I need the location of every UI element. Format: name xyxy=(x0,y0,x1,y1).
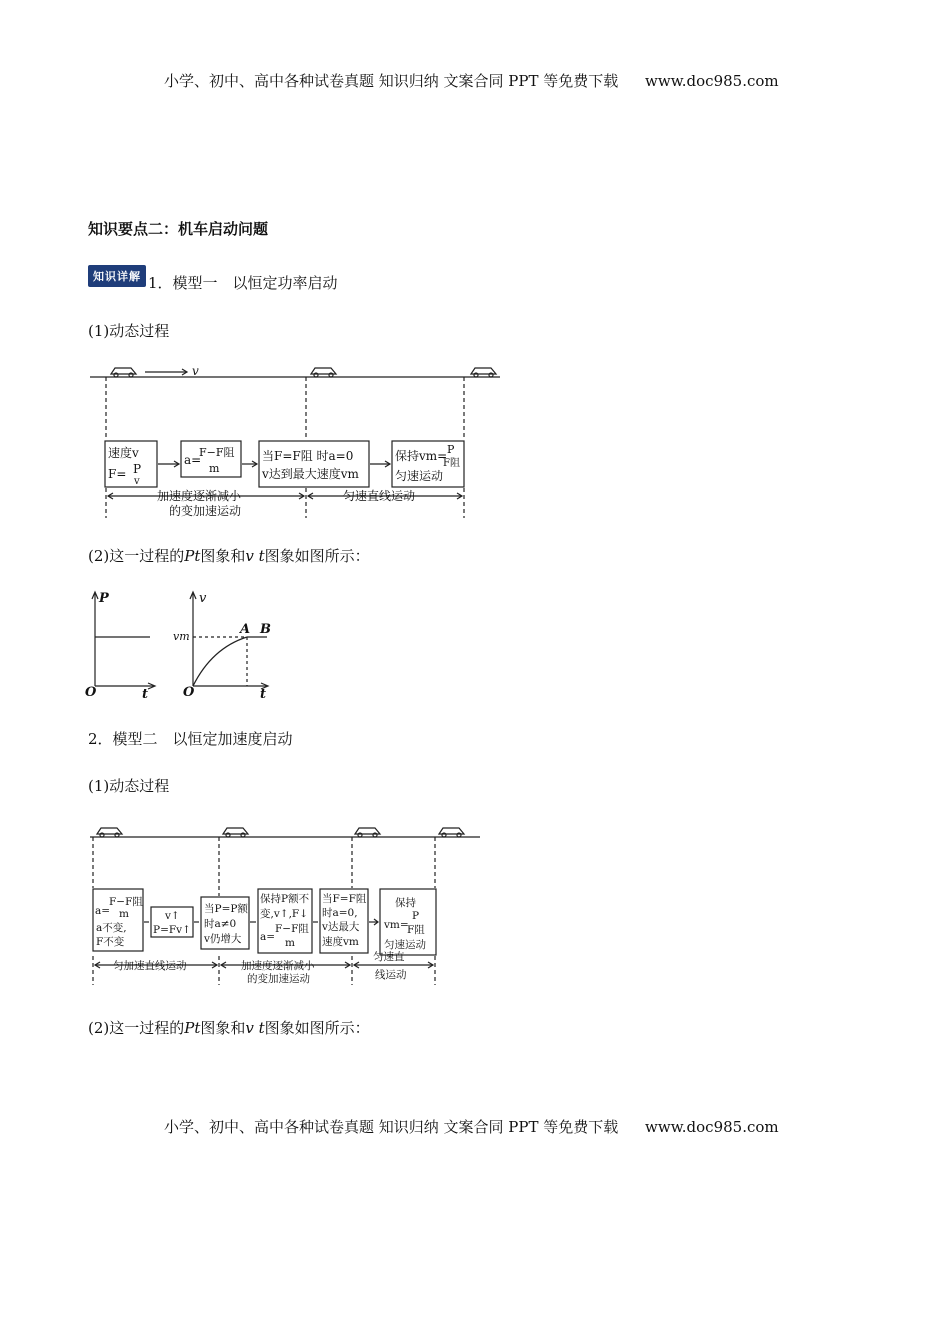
m2-b6-line1: 保持 xyxy=(395,897,416,909)
m2-b5-line3: v达最大 xyxy=(322,921,360,933)
m1-box4-num: P xyxy=(447,443,455,456)
header-url[interactable]: www.doc985.com xyxy=(645,72,779,90)
footer-url[interactable]: www.doc985.com xyxy=(645,1118,779,1136)
m1-box4-den: F阻 xyxy=(443,458,460,469)
m1-box2-den: m xyxy=(209,462,220,475)
car-icon xyxy=(223,828,248,837)
vm-label: vm xyxy=(173,630,190,643)
knowledge-badge: 知识详解 xyxy=(88,265,146,287)
model2-heading: 2．模型二 以恒定加速度启动 xyxy=(88,730,293,748)
model1-graphs-caption xyxy=(88,545,370,566)
m2-span2-line2: 的变加速运动 xyxy=(247,973,310,985)
caption-part: (2)这一过程的 xyxy=(88,1019,185,1037)
m2-b2-line2: P=Fv↑ xyxy=(153,924,191,936)
m2-b5-line1: 当F=F阻 xyxy=(322,893,367,905)
m1-box1-den: v xyxy=(134,476,140,487)
car-icon xyxy=(311,368,336,377)
m2-span3-line1: 匀速直 xyxy=(373,951,405,963)
m2-b1-den: m xyxy=(119,908,129,920)
t-axis-label: t xyxy=(260,687,267,700)
page-footer xyxy=(164,1116,779,1137)
caption-part: 图象如图所示： xyxy=(264,547,370,565)
m2-span2-line1: 加速度逐渐减小 xyxy=(241,960,315,972)
velocity-time-graph xyxy=(172,588,282,700)
m2-b1-line3: F不变 xyxy=(96,936,125,948)
car-icon xyxy=(355,828,380,837)
m1-box4-line1: 保持vm= xyxy=(395,449,448,463)
m2-b5-line2: 时a=0, xyxy=(322,907,358,919)
m1-box2-num: F−F阻 xyxy=(199,446,235,459)
m2-b5-line4: 速度vm xyxy=(322,936,359,948)
caption-part: v t xyxy=(245,1019,265,1037)
m1-box4-line2: 匀速运动 xyxy=(395,469,444,483)
m1-span1-line1: 加速度逐渐减小 xyxy=(157,489,242,503)
m2-b1-a: a= xyxy=(95,905,111,917)
m2-b4-a: a= xyxy=(260,931,276,943)
m1-box1-num: P xyxy=(133,462,142,476)
m2-span1: 匀加速直线运动 xyxy=(113,960,187,972)
v-axis-label: v xyxy=(199,591,207,606)
caption-part: 图象和 xyxy=(200,547,246,565)
m1-box1-line1: 速度v xyxy=(108,446,139,460)
caption-part: v t xyxy=(245,547,265,565)
m2-b1-num: F−F阻 xyxy=(109,896,143,908)
model2-dynamic-label: (1)动态过程 xyxy=(88,777,170,795)
caption-part: 图象和 xyxy=(200,1019,246,1037)
origin-label: O xyxy=(183,685,195,700)
m1-span1-line2: 的变加速运动 xyxy=(169,504,242,518)
model1-process-diagram xyxy=(85,360,505,525)
m2-b6-a: vm= xyxy=(384,919,409,931)
point-b-label: B xyxy=(260,622,271,637)
model1-heading: 1．模型一 以恒定功率启动 xyxy=(148,274,338,292)
car-icon xyxy=(439,828,464,837)
header-text: 小学、初中、高中各种试卷真题 知识归纳 文案合同 PPT 等免费下载 xyxy=(164,72,619,90)
origin-label: O xyxy=(85,685,97,700)
m1-box3-line2: v达到最大速度vm xyxy=(262,467,359,481)
p-axis-label: P xyxy=(99,591,109,606)
m2-b1-line2: a不变, xyxy=(96,922,127,934)
m2-span3-line2: 线运动 xyxy=(375,969,407,981)
power-time-graph xyxy=(82,588,162,700)
car-icon xyxy=(97,828,122,837)
velocity-label: v xyxy=(192,364,199,378)
m2-b2-line1: v↑ xyxy=(165,910,180,922)
m2-b6-num: P xyxy=(412,910,420,922)
m2-b6-den: F阻 xyxy=(407,924,425,936)
m2-b3-line3: v仍增大 xyxy=(204,933,242,945)
m1-span2: 匀速直线运动 xyxy=(343,489,416,503)
m2-b6-line3: 匀速运动 xyxy=(384,939,426,951)
m1-box2-a: a= xyxy=(184,453,202,467)
m2-b4-line2: 变,v↑,F↓ xyxy=(260,908,308,920)
m2-b4-line1: 保持P额不 xyxy=(260,893,310,905)
page-header xyxy=(164,70,779,91)
model2-graphs-caption xyxy=(88,1017,370,1038)
m2-b3-line1: 当P=P额 xyxy=(204,903,248,915)
m1-box3-line1: 当F=F阻 时a=0 xyxy=(262,449,354,463)
t-axis-label: t xyxy=(142,687,149,700)
model2-process-diagram xyxy=(85,820,485,990)
car-icon xyxy=(111,368,136,377)
car-icon xyxy=(471,368,496,377)
point-a-label: A xyxy=(240,622,251,637)
caption-part: 图象如图所示： xyxy=(264,1019,370,1037)
m2-b4-den: m xyxy=(285,937,295,949)
footer-text: 小学、初中、高中各种试卷真题 知识归纳 文案合同 PPT 等免费下载 xyxy=(164,1118,619,1136)
section-title: 知识要点二：机车启动问题 xyxy=(88,220,269,238)
m1-box1-line2: F= xyxy=(108,467,127,481)
model1-dynamic-label: (1)动态过程 xyxy=(88,322,170,340)
m2-b3-line2: 时a≠0 xyxy=(204,918,237,930)
m2-b4-num: F−F阻 xyxy=(275,923,309,935)
caption-part: Pt xyxy=(184,547,201,565)
caption-part: Pt xyxy=(184,1019,201,1037)
caption-part: (2)这一过程的 xyxy=(88,547,185,565)
